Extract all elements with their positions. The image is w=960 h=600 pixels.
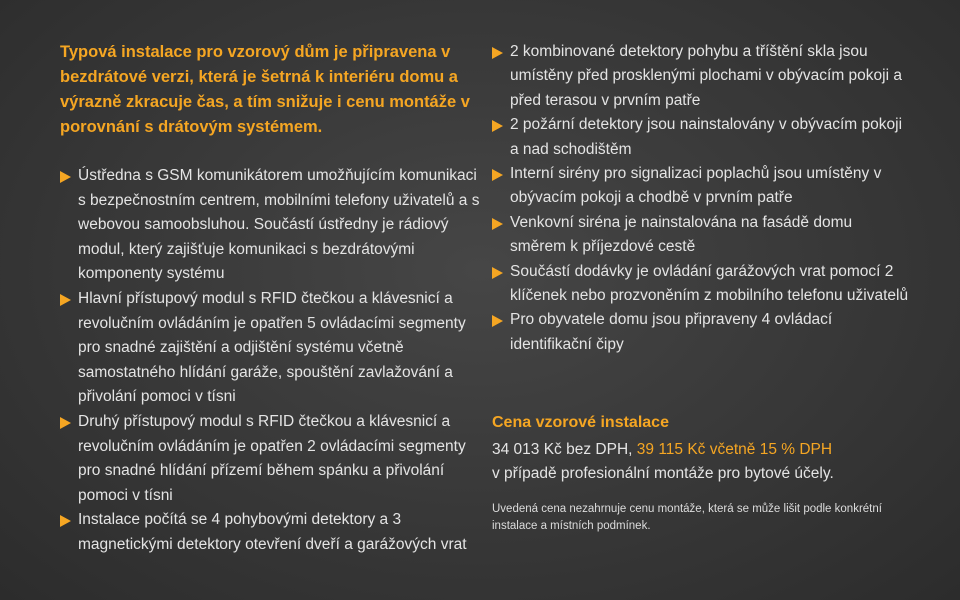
list-item-text: Pro obyvatele domu jsou připraveny 4 ovládací identifikační čipy	[510, 311, 833, 353]
list-item	[60, 508, 480, 557]
triangle-bullet-icon	[60, 417, 71, 429]
intro-text: Typová instalace pro vzorový dům je připravena v bezdrátové verzi, která je šetrná k interiéru domu a výrazně zkracuje čas, a tím snižuje i cenu montáže v porovnání s drátovým systémem.	[60, 43, 470, 136]
list-item	[60, 164, 480, 287]
list-item	[492, 308, 912, 357]
price-values	[492, 438, 912, 462]
triangle-bullet-icon	[492, 315, 503, 327]
triangle-bullet-icon	[492, 169, 503, 181]
left-column	[60, 40, 480, 558]
list-item-text: Interní sirény pro signalizaci poplachů jsou umístěny v obývacím pokoji a chodbě v prvním patře	[510, 165, 882, 207]
triangle-bullet-icon	[492, 267, 503, 279]
list-item	[492, 260, 912, 309]
triangle-bullet-icon	[492, 218, 503, 230]
right-feature-list	[492, 40, 912, 357]
price-note: Uvedená cena nezahrnuje cenu montáže, která se může lišit podle konkrétní instalace a místních podmínek.	[492, 503, 882, 532]
list-item-text: 2 požární detektory jsou nainstalovány v obývacím pokoji a nad schodištěm	[510, 116, 903, 158]
triangle-bullet-icon	[492, 120, 503, 132]
list-item	[60, 287, 480, 410]
list-item	[492, 113, 912, 162]
list-item	[492, 211, 912, 260]
price-incl-vat: 39 115 Kč včetně 15 % DPH	[636, 441, 833, 459]
triangle-bullet-icon	[60, 515, 71, 527]
list-item-text: Druhý přístupový modul s RFID čtečkou a klávesnicí a revolučním ovládáním je opatřen 2 ovládacími segmenty pro snadné hlídání přízemí během spánku a přivolání pomoci v tísni	[78, 412, 466, 504]
list-item	[60, 410, 480, 508]
right-column	[492, 40, 912, 534]
list-item-text: Venkovní siréna je nainstalována na fasádě domu směrem k příjezdové cestě	[510, 213, 853, 256]
price-condition: v případě profesionální montáže pro bytové účely.	[492, 465, 834, 483]
triangle-bullet-icon	[60, 294, 71, 306]
list-item-text: Instalace počítá se 4 pohybovými detektory a 3 magnetickými detektory otevření dveří a garážových vrat	[78, 511, 467, 553]
price-title: Cena vzorové instalace	[492, 414, 669, 432]
triangle-bullet-icon	[60, 171, 71, 183]
list-item-text: Součástí dodávky je ovládání garážových vrat pomocí 2 klíčenek nebo prozvoněním z mobilního telefonu uživatelů	[510, 262, 909, 305]
list-item-text: 2 kombinované detektory pohybu a tříštění skla jsou umístěny před prosklenými plochami v obývacím pokoji a před terasou v prvním patře	[510, 43, 902, 109]
price-excl-vat: 34 013 Kč bez DPH,	[492, 441, 633, 459]
list-item-text: Ústředna s GSM komunikátorem umožňujícím komunikaci s bezpečnostním centrem, mobilními telefony uživatelů a s webovou samoobsluhou. Součástí ústředny je rádiový modul, který zajišťuje komunikaci s bezdrátovými komponenty systému	[78, 167, 480, 283]
list-item	[492, 40, 912, 113]
list-item-text: Hlavní přístupový modul s RFID čtečkou a klávesnicí a revolučním ovládáním je opatřen 5 ovládacími segmenty pro snadné zajištění a odjištění systému včetně samostatného hlídání garáže, spouštění zavlažování a přivolání pomoci v tísni	[78, 289, 466, 406]
list-item	[492, 162, 912, 211]
left-feature-list	[60, 164, 480, 558]
triangle-bullet-icon	[492, 47, 503, 59]
